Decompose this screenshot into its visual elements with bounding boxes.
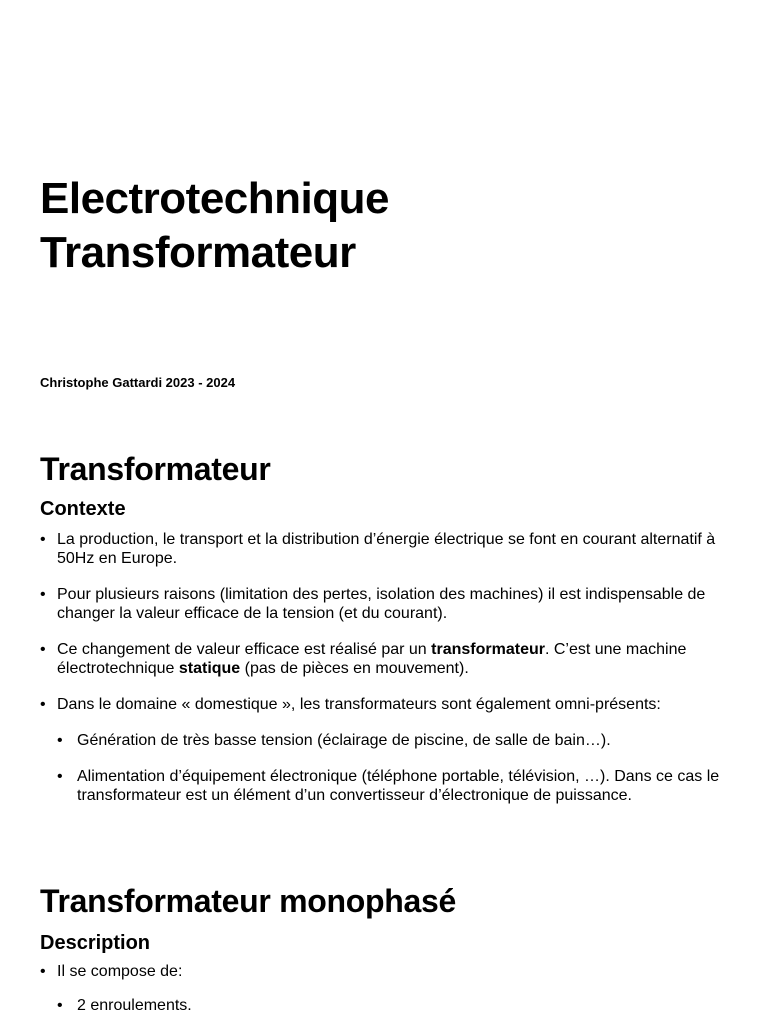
list-item: • Dans le domaine « domestique », les transformateurs sont également omni-présents: bbox=[40, 695, 740, 714]
sub-list-item: • Génération de très basse tension (éclairage de piscine, de salle de bain…). bbox=[57, 731, 740, 750]
section-subheading: Contexte bbox=[40, 498, 126, 520]
title-line-1: Electrotechnique bbox=[40, 174, 389, 223]
sub-list-item: • Alimentation d’équipement électronique (téléphone portable, télévision, …). Dans ce cas le transformateur est un élément d’un convertisseur d’électronique de puissance. bbox=[57, 767, 740, 805]
sub-bullet-list bbox=[40, 731, 740, 805]
list-item-text: (pas de pièces en mouvement). bbox=[240, 660, 469, 677]
list-item: • Pour plusieurs raisons (limitation des pertes, isolation des machines) il est indispensable de changer la valeur efficace de la tension (et du courant). bbox=[40, 585, 740, 623]
section-subheading: Description bbox=[40, 932, 151, 954]
bold-term-statique: statique bbox=[178, 660, 241, 677]
section-transformateur bbox=[40, 450, 740, 805]
sub-bullet-list bbox=[40, 996, 740, 1015]
list-item: • La production, le transport et la distribution d’énergie électrique se font en courant alternatif à 50Hz en Europe. bbox=[40, 530, 740, 568]
document-title bbox=[40, 172, 389, 280]
title-line-2: Transformateur bbox=[40, 228, 356, 277]
bold-term-transformateur: transformateur bbox=[431, 641, 545, 658]
section-heading: Transformateur bbox=[40, 451, 271, 487]
list-item: • Il se compose de: bbox=[40, 962, 740, 981]
list-item bbox=[40, 640, 740, 678]
bullet-list bbox=[40, 530, 740, 714]
author-line: Christophe Gattardi 2023 - 2024 bbox=[40, 375, 236, 390]
section-transformateur-monophase bbox=[40, 882, 740, 1015]
bullet-list bbox=[40, 962, 740, 981]
list-item-text: Ce changement de valeur efficace est réalisé par un bbox=[57, 641, 432, 658]
section-heading: Transformateur monophasé bbox=[40, 883, 457, 919]
sub-list-item: • 2 enroulements. bbox=[57, 996, 740, 1015]
list-item-text: . C’est une machine électrotechnique bbox=[57, 641, 687, 677]
